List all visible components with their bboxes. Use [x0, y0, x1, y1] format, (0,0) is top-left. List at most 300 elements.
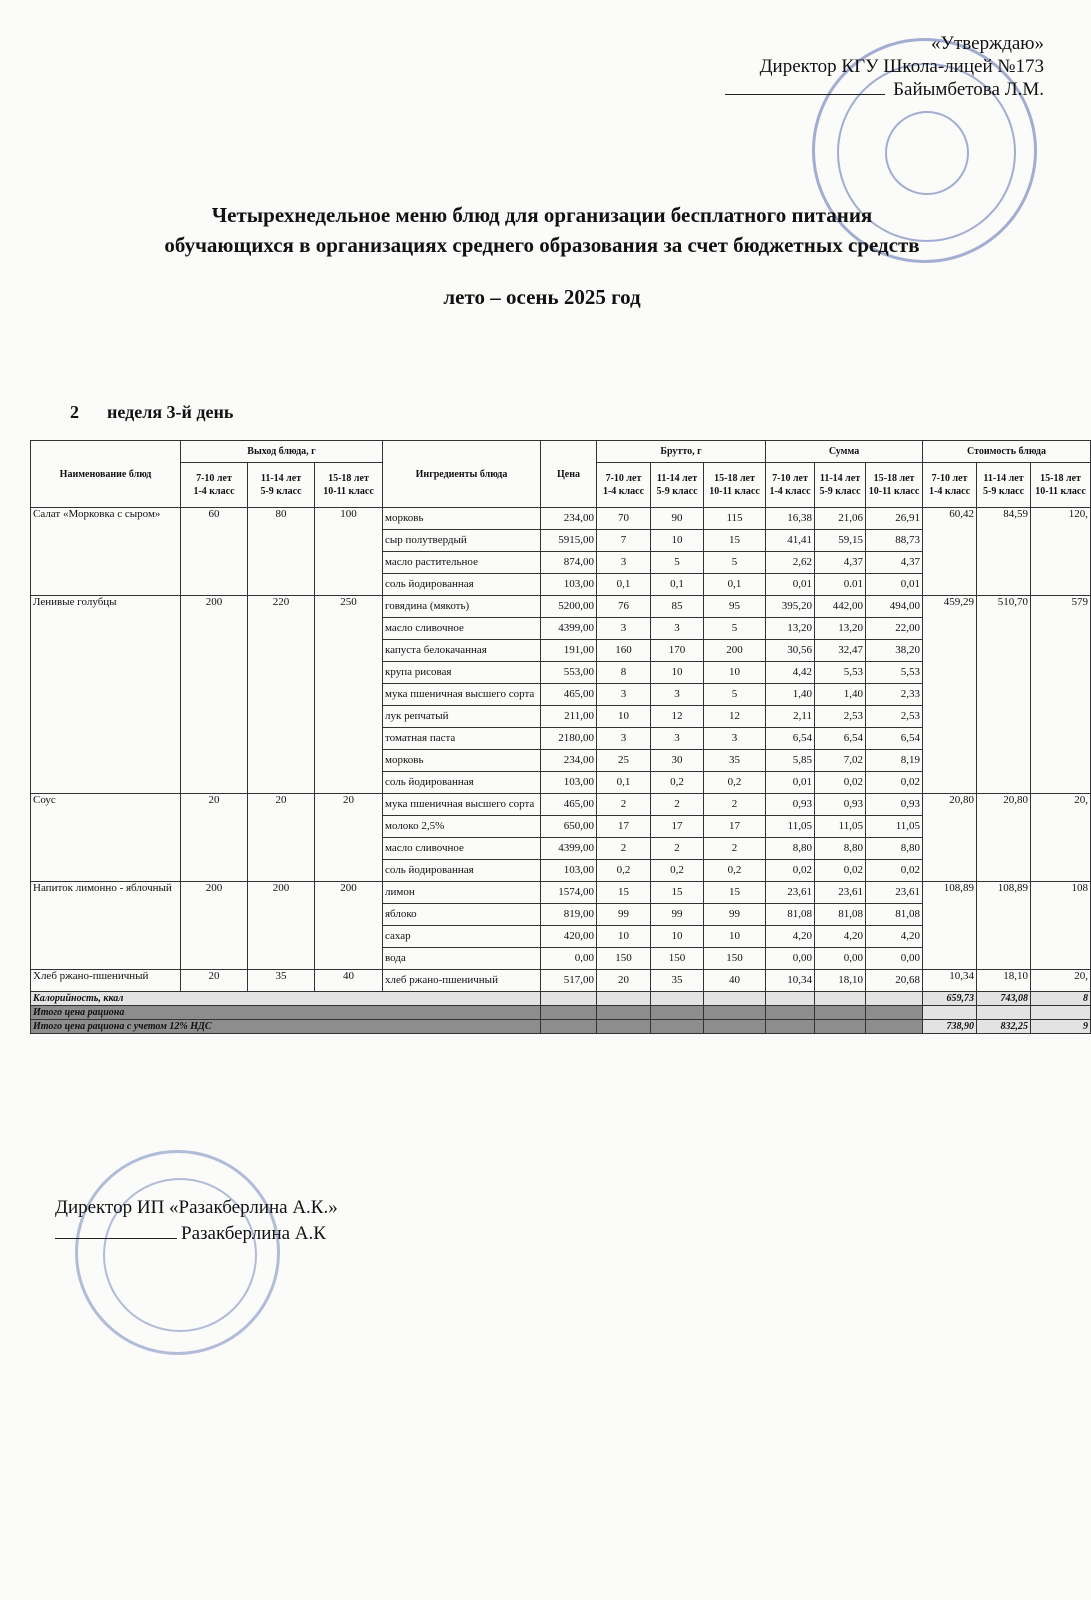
ingredient-price: 211,00 — [541, 706, 597, 728]
total-empty — [866, 1006, 923, 1020]
table-row — [31, 970, 1091, 992]
brutto-value: 3 — [651, 684, 704, 706]
dish-cost: 579 — [1031, 596, 1091, 794]
sum-value: 2,53 — [866, 706, 923, 728]
total-empty — [597, 1020, 651, 1034]
ingredient-name: хлеб ржано-пшеничный — [383, 970, 541, 992]
brutto-value: 12 — [651, 706, 704, 728]
sum-value: 2,53 — [815, 706, 866, 728]
sum-value: 4,37 — [815, 552, 866, 574]
brutto-value: 3 — [597, 618, 651, 640]
sum-value: 13,20 — [766, 618, 815, 640]
week-label: неделя 3-й день — [107, 402, 234, 422]
sum-value: 494,00 — [866, 596, 923, 618]
ingredient-price: 4399,00 — [541, 618, 597, 640]
sum-value: 20,68 — [866, 970, 923, 992]
brutto-value: 2 — [704, 838, 766, 860]
brutto-value: 10 — [597, 706, 651, 728]
dish-output: 20 — [181, 970, 248, 992]
sum-value: 8,80 — [815, 838, 866, 860]
sum-value: 88,73 — [866, 530, 923, 552]
age-group-header — [815, 463, 866, 508]
total-value: 9 — [1031, 1020, 1091, 1034]
age-label: 11-14 лет — [983, 473, 1024, 484]
sum-value: 23,61 — [815, 882, 866, 904]
sum-value: 23,61 — [866, 882, 923, 904]
brutto-value: 99 — [597, 904, 651, 926]
sum-value: 5,53 — [866, 662, 923, 684]
age-label: 15-18 лет — [1040, 473, 1081, 484]
dish-name: Напиток лимонно - яблочный — [31, 882, 181, 970]
sum-value: 0,02 — [866, 772, 923, 794]
brutto-value: 2 — [597, 794, 651, 816]
ingredient-name: говядина (мякоть) — [383, 596, 541, 618]
dish-cost: 18,10 — [977, 970, 1031, 992]
total-row — [31, 1020, 1091, 1034]
sum-value: 22,00 — [866, 618, 923, 640]
total-empty — [866, 992, 923, 1006]
ingredient-name: мука пшеничная высшего сорта — [383, 684, 541, 706]
header-row — [31, 441, 1091, 463]
total-value — [923, 1006, 977, 1020]
sum-value: 4,20 — [766, 926, 815, 948]
sum-value: 6,54 — [815, 728, 866, 750]
menu-table-wrapper — [30, 440, 1089, 1034]
sum-value: 6,54 — [866, 728, 923, 750]
ingredient-price: 465,00 — [541, 794, 597, 816]
grade-label: 5-9 класс — [260, 486, 302, 497]
sum-value: 2,62 — [766, 552, 815, 574]
brutto-value: 170 — [651, 640, 704, 662]
document-title — [40, 200, 1044, 260]
total-empty — [541, 1020, 597, 1034]
sum-value: 8,19 — [866, 750, 923, 772]
age-label: 7-10 лет — [772, 473, 808, 484]
total-label: Итого цена рациона с учетом 12% НДС — [31, 1020, 541, 1034]
dish-output: 20 — [181, 794, 248, 882]
brutto-value: 15 — [704, 882, 766, 904]
company-director-name: Разакберлина А.К — [181, 1223, 326, 1244]
total-empty — [766, 992, 815, 1006]
dish-output: 100 — [315, 508, 383, 596]
menu-table — [30, 440, 1091, 1034]
sum-value: 8,80 — [766, 838, 815, 860]
brutto-value: 150 — [704, 948, 766, 970]
dish-output: 200 — [315, 882, 383, 970]
sum-value: 0,02 — [815, 772, 866, 794]
approval-position: Директор КГУ Школа-лицей №173 — [759, 56, 1044, 77]
sum-value: 16,38 — [766, 508, 815, 530]
brutto-value: 200 — [704, 640, 766, 662]
sum-value: 21,06 — [815, 508, 866, 530]
sum-value: 0,00 — [766, 948, 815, 970]
brutto-value: 12 — [704, 706, 766, 728]
col-header-ingredients: Ингредиенты блюда — [383, 441, 541, 508]
brutto-value: 3 — [704, 728, 766, 750]
grade-label: 1-4 класс — [769, 486, 811, 497]
col-header-output: Выход блюда, г — [181, 441, 383, 463]
table-row — [31, 596, 1091, 618]
col-header-sum: Сумма — [766, 441, 923, 463]
brutto-value: 2 — [651, 838, 704, 860]
sum-value: 11,05 — [866, 816, 923, 838]
sum-value: 0,93 — [766, 794, 815, 816]
sum-value: 81,08 — [815, 904, 866, 926]
grade-label: 10-11 класс — [1035, 486, 1086, 497]
brutto-value: 5 — [704, 618, 766, 640]
ingredient-name: морковь — [383, 750, 541, 772]
brutto-value: 10 — [704, 926, 766, 948]
sum-value: 0,02 — [866, 860, 923, 882]
sum-value: 4,42 — [766, 662, 815, 684]
dish-output: 200 — [181, 596, 248, 794]
table-row — [31, 794, 1091, 816]
dish-cost: 108 — [1031, 882, 1091, 970]
brutto-value: 10 — [597, 926, 651, 948]
total-empty — [597, 1006, 651, 1020]
brutto-value: 35 — [704, 750, 766, 772]
brutto-value: 3 — [651, 618, 704, 640]
dish-output: 200 — [181, 882, 248, 970]
sum-value: 442,00 — [815, 596, 866, 618]
sum-value: 30,56 — [766, 640, 815, 662]
sum-value: 11,05 — [766, 816, 815, 838]
age-group-header — [866, 463, 923, 508]
grade-label: 10-11 класс — [323, 486, 374, 497]
total-empty — [704, 1020, 766, 1034]
grade-label: 1-4 класс — [193, 486, 235, 497]
sum-value: 0,01 — [766, 574, 815, 596]
brutto-value: 0,1 — [597, 574, 651, 596]
sum-value: 0,01 — [766, 772, 815, 794]
company-stamp — [75, 1150, 280, 1355]
total-label: Калорийность, ккал — [31, 992, 541, 1006]
dish-cost: 84,59 — [977, 508, 1031, 596]
brutto-value: 2 — [597, 838, 651, 860]
grade-label: 5-9 класс — [982, 486, 1025, 497]
ingredient-name: масло сливочное — [383, 618, 541, 640]
grade-label: 1-4 класс — [928, 486, 971, 497]
ingredient-name: мука пшеничная высшего сорта — [383, 794, 541, 816]
total-value: 738,90 — [923, 1020, 977, 1034]
sum-value: 38,20 — [866, 640, 923, 662]
total-value: 743,08 — [977, 992, 1031, 1006]
sum-value: 26,91 — [866, 508, 923, 530]
age-label: 15-18 лет — [873, 473, 915, 484]
age-group-header — [597, 463, 651, 508]
sum-value: 13,20 — [815, 618, 866, 640]
brutto-value: 2 — [704, 794, 766, 816]
sum-value: 59,15 — [815, 530, 866, 552]
dish-output: 35 — [248, 970, 315, 992]
week-heading — [70, 402, 233, 423]
total-row — [31, 992, 1091, 1006]
brutto-value: 17 — [651, 816, 704, 838]
total-value — [1031, 1006, 1091, 1020]
age-group-header — [977, 463, 1031, 508]
ingredient-name: морковь — [383, 508, 541, 530]
col-header-name: Наименование блюд — [31, 441, 181, 508]
ingredient-price: 191,00 — [541, 640, 597, 662]
dish-cost: 108,89 — [923, 882, 977, 970]
age-group-header — [766, 463, 815, 508]
sum-value: 0,00 — [866, 948, 923, 970]
ingredient-name: лук репчатый — [383, 706, 541, 728]
company-name-row — [55, 1221, 338, 1247]
signature-line — [725, 94, 885, 95]
brutto-value: 85 — [651, 596, 704, 618]
ingredient-price: 874,00 — [541, 552, 597, 574]
dish-output: 40 — [315, 970, 383, 992]
table-row — [31, 508, 1091, 530]
approval-block — [725, 32, 1044, 101]
total-value: 659,73 — [923, 992, 977, 1006]
sum-value: 0,93 — [815, 794, 866, 816]
ingredient-price: 5915,00 — [541, 530, 597, 552]
brutto-value: 0,1 — [651, 574, 704, 596]
col-header-brutto: Брутто, г — [597, 441, 766, 463]
company-director: Директор ИП «Разакберлина А.К.» — [55, 1197, 338, 1218]
total-empty — [597, 992, 651, 1006]
sum-value: 0,02 — [766, 860, 815, 882]
ingredient-name: сыр полутвердый — [383, 530, 541, 552]
signature-line — [55, 1238, 177, 1239]
ingredient-price: 2180,00 — [541, 728, 597, 750]
dish-output: 20 — [315, 794, 383, 882]
total-value: 832,25 — [977, 1020, 1031, 1034]
ingredient-price: 0,00 — [541, 948, 597, 970]
grade-label: 1-4 класс — [602, 486, 645, 497]
approval-name-row — [725, 78, 1044, 101]
dish-cost: 20, — [1031, 794, 1091, 882]
sum-value: 41,41 — [766, 530, 815, 552]
ingredient-price: 517,00 — [541, 970, 597, 992]
ingredient-price: 819,00 — [541, 904, 597, 926]
ingredient-name: молоко 2,5% — [383, 816, 541, 838]
age-label: 11-14 лет — [260, 473, 302, 484]
season-title: лето – осень 2025 год — [443, 285, 641, 309]
brutto-value: 7 — [597, 530, 651, 552]
age-group-header — [248, 463, 315, 508]
brutto-value: 0,2 — [704, 772, 766, 794]
brutto-value: 5 — [704, 552, 766, 574]
dish-output: 250 — [315, 596, 383, 794]
brutto-value: 10 — [651, 926, 704, 948]
brutto-value: 0,1 — [597, 772, 651, 794]
brutto-value: 90 — [651, 508, 704, 530]
brutto-value: 99 — [651, 904, 704, 926]
ingredient-price: 103,00 — [541, 772, 597, 794]
brutto-value: 0,2 — [704, 860, 766, 882]
dish-cost: 510,70 — [977, 596, 1031, 794]
total-value — [977, 1006, 1031, 1020]
sum-value: 2,33 — [866, 684, 923, 706]
dish-name: Соус — [31, 794, 181, 882]
ingredient-name: соль йодированная — [383, 860, 541, 882]
brutto-value: 3 — [597, 728, 651, 750]
brutto-value: 3 — [597, 684, 651, 706]
ingredient-name: масло растительное — [383, 552, 541, 574]
brutto-value: 0,1 — [704, 574, 766, 596]
total-empty — [651, 1020, 704, 1034]
col-header-cost: Стоимость блюда — [923, 441, 1091, 463]
sum-value: 6,54 — [766, 728, 815, 750]
total-empty — [766, 1006, 815, 1020]
sum-value: 5,85 — [766, 750, 815, 772]
total-empty — [651, 1006, 704, 1020]
brutto-value: 5 — [651, 552, 704, 574]
dish-output: 20 — [248, 794, 315, 882]
company-signature-block — [55, 1195, 338, 1247]
total-empty — [651, 992, 704, 1006]
total-empty — [815, 1020, 866, 1034]
brutto-value: 99 — [704, 904, 766, 926]
brutto-value: 2 — [651, 794, 704, 816]
brutto-value: 15 — [704, 530, 766, 552]
dish-cost: 120, — [1031, 508, 1091, 596]
sum-value: 0.01 — [815, 574, 866, 596]
ingredient-name: соль йодированная — [383, 574, 541, 596]
sum-value: 23,61 — [766, 882, 815, 904]
brutto-value: 10 — [651, 530, 704, 552]
total-empty — [815, 1006, 866, 1020]
dish-cost: 20,80 — [977, 794, 1031, 882]
ingredient-name: крупа рисовая — [383, 662, 541, 684]
sum-value: 395,20 — [766, 596, 815, 618]
brutto-value: 150 — [597, 948, 651, 970]
dish-name: Хлеб ржано-пшеничный — [31, 970, 181, 992]
ingredient-price: 1574,00 — [541, 882, 597, 904]
age-label: 11-14 лет — [656, 473, 698, 484]
dish-output: 220 — [248, 596, 315, 794]
dish-output: 200 — [248, 882, 315, 970]
age-group-header — [704, 463, 766, 508]
ingredient-price: 103,00 — [541, 860, 597, 882]
brutto-value: 0,2 — [651, 772, 704, 794]
brutto-value: 10 — [651, 662, 704, 684]
age-group-header — [181, 463, 248, 508]
age-label: 7-10 лет — [931, 473, 968, 484]
brutto-value: 10 — [704, 662, 766, 684]
age-group-header — [315, 463, 383, 508]
dish-output: 60 — [181, 508, 248, 596]
week-number: 2 — [70, 402, 79, 422]
ingredient-name: масло сливочное — [383, 838, 541, 860]
brutto-value: 150 — [651, 948, 704, 970]
sum-value: 2,11 — [766, 706, 815, 728]
ingredient-price: 420,00 — [541, 926, 597, 948]
dish-cost: 108,89 — [977, 882, 1031, 970]
total-empty — [541, 992, 597, 1006]
title-line-2: обучающихся в организациях среднего образования за счет бюджетных средств — [164, 233, 920, 257]
ingredient-name: томатная паста — [383, 728, 541, 750]
total-empty — [541, 1006, 597, 1020]
ingredient-price: 234,00 — [541, 508, 597, 530]
grade-label: 5-9 класс — [819, 486, 861, 497]
approval-heading: «Утверждаю» — [931, 33, 1044, 54]
dish-cost: 20, — [1031, 970, 1091, 992]
grade-label: 5-9 класс — [656, 486, 698, 497]
sum-value: 8,80 — [866, 838, 923, 860]
brutto-value: 0,2 — [651, 860, 704, 882]
brutto-value: 15 — [597, 882, 651, 904]
col-header-price: Цена — [541, 441, 597, 508]
dish-output: 80 — [248, 508, 315, 596]
brutto-value: 3 — [597, 552, 651, 574]
brutto-value: 3 — [651, 728, 704, 750]
total-empty — [704, 1006, 766, 1020]
sum-value: 1,40 — [766, 684, 815, 706]
brutto-value: 15 — [651, 882, 704, 904]
ingredient-price: 5200,00 — [541, 596, 597, 618]
brutto-value: 35 — [651, 970, 704, 992]
ingredient-name: яблоко — [383, 904, 541, 926]
age-group-header — [923, 463, 977, 508]
sum-value: 5,53 — [815, 662, 866, 684]
sum-value: 81,08 — [766, 904, 815, 926]
age-label: 15-18 лет — [714, 473, 755, 484]
brutto-value: 17 — [597, 816, 651, 838]
total-value: 8 — [1031, 992, 1091, 1006]
sum-value: 4,20 — [866, 926, 923, 948]
sum-value: 32,47 — [815, 640, 866, 662]
ingredient-name: вода — [383, 948, 541, 970]
brutto-value: 20 — [597, 970, 651, 992]
brutto-value: 70 — [597, 508, 651, 530]
total-empty — [866, 1020, 923, 1034]
ingredient-name: соль йодированная — [383, 772, 541, 794]
brutto-value: 25 — [597, 750, 651, 772]
age-label: 11-14 лет — [819, 473, 861, 484]
age-group-header — [1031, 463, 1091, 508]
dish-cost: 459,29 — [923, 596, 977, 794]
brutto-value: 5 — [704, 684, 766, 706]
age-label: 7-10 лет — [196, 473, 232, 484]
brutto-value: 30 — [651, 750, 704, 772]
ingredient-price: 553,00 — [541, 662, 597, 684]
brutto-value: 0,2 — [597, 860, 651, 882]
ingredient-price: 234,00 — [541, 750, 597, 772]
brutto-value: 160 — [597, 640, 651, 662]
brutto-value: 115 — [704, 508, 766, 530]
grade-label: 10-11 класс — [709, 486, 760, 497]
sum-value: 0,93 — [866, 794, 923, 816]
ingredient-name: лимон — [383, 882, 541, 904]
dish-name: Ленивые голубцы — [31, 596, 181, 794]
brutto-value: 17 — [704, 816, 766, 838]
sum-value: 0,01 — [866, 574, 923, 596]
ingredient-name: сахар — [383, 926, 541, 948]
age-label: 15-18 лет — [328, 473, 369, 484]
dish-cost: 10,34 — [923, 970, 977, 992]
total-empty — [815, 992, 866, 1006]
sum-value: 10,34 — [766, 970, 815, 992]
ingredient-price: 650,00 — [541, 816, 597, 838]
table-row — [31, 882, 1091, 904]
dish-name: Салат «Морковка с сыром» — [31, 508, 181, 596]
brutto-value: 40 — [704, 970, 766, 992]
sum-value: 1,40 — [815, 684, 866, 706]
sum-value: 0,02 — [815, 860, 866, 882]
ingredient-price: 103,00 — [541, 574, 597, 596]
total-empty — [766, 1020, 815, 1034]
grade-label: 10-11 класс — [868, 486, 920, 497]
sum-value: 18,10 — [815, 970, 866, 992]
title-line-1: Четырехнедельное меню блюд для организации бесплатного питания — [211, 203, 873, 227]
sum-value: 4,37 — [866, 552, 923, 574]
approval-name: Байымбетова Л.М. — [893, 79, 1044, 100]
brutto-value: 76 — [597, 596, 651, 618]
